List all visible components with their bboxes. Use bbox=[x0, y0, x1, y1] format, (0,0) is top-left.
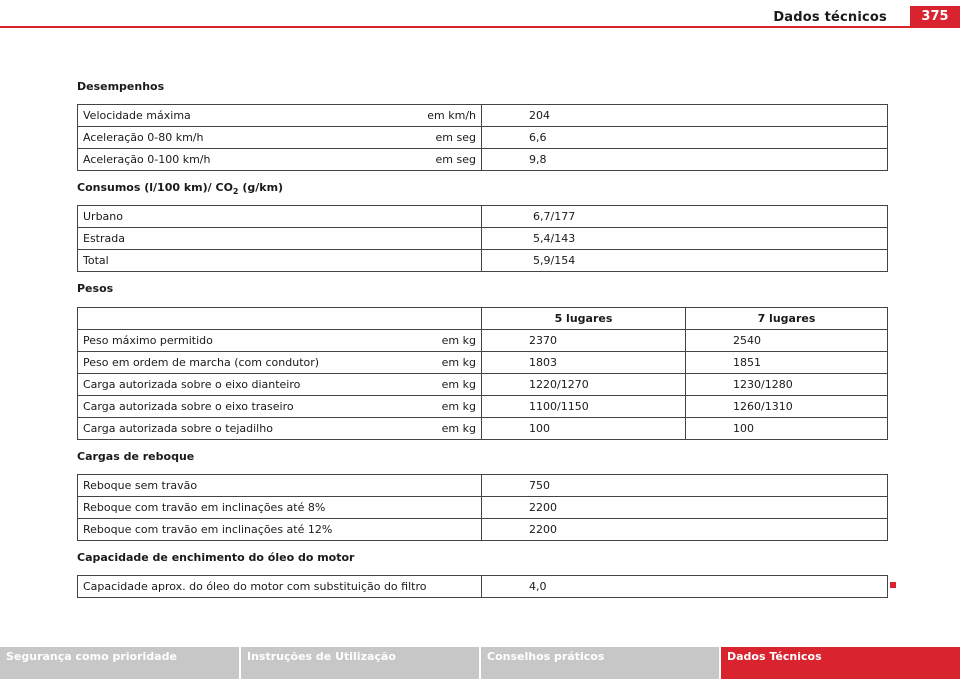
row-label: Peso em ordem de marcha (com condutor) bbox=[83, 356, 320, 369]
consumos-table bbox=[77, 205, 888, 272]
footer-tab-dados-tecnicos[interactable]: Dados Técnicos bbox=[721, 647, 960, 679]
footer-tab-conselhos[interactable]: Conselhos práticos bbox=[481, 647, 721, 679]
consumos-title-main: Consumos (l/100 km)/ CO bbox=[77, 181, 233, 194]
value-cell: 204 bbox=[482, 105, 888, 127]
row-label: Total bbox=[78, 250, 482, 272]
value-cell: 2200 bbox=[482, 519, 888, 541]
spec-label-cell bbox=[78, 352, 482, 374]
row-label: Carga autorizada sobre o eixo dianteiro bbox=[83, 378, 301, 391]
unit-label: em kg bbox=[441, 334, 476, 347]
value-cell: 750 bbox=[482, 475, 888, 497]
table-header-row bbox=[78, 308, 888, 330]
section-title-pesos: Pesos bbox=[77, 282, 114, 295]
row-label: Reboque sem travão bbox=[78, 475, 482, 497]
table-row bbox=[78, 374, 888, 396]
table-row bbox=[78, 352, 888, 374]
table-row bbox=[78, 206, 888, 228]
value-cell: 2200 bbox=[482, 497, 888, 519]
spec-label-cell bbox=[78, 418, 482, 440]
section-title-reboque: Cargas de reboque bbox=[77, 450, 195, 463]
table-row bbox=[78, 497, 888, 519]
spec-label-cell bbox=[78, 105, 482, 127]
value-cell-7: 1851 bbox=[686, 352, 888, 374]
oleo-table bbox=[77, 575, 888, 598]
reboque-table bbox=[77, 474, 888, 541]
spec-label-cell bbox=[78, 330, 482, 352]
value-cell-7: 100 bbox=[686, 418, 888, 440]
consumos-title-end: (g/km) bbox=[238, 181, 284, 194]
column-header-7-lugares: 7 lugares bbox=[686, 308, 888, 330]
spec-label-cell bbox=[78, 127, 482, 149]
table-row bbox=[78, 250, 888, 272]
spec-label-cell bbox=[78, 374, 482, 396]
section-end-marker-icon bbox=[890, 582, 896, 588]
column-header-5-lugares: 5 lugares bbox=[482, 308, 686, 330]
value-cell-7: 2540 bbox=[686, 330, 888, 352]
row-label: Aceleração 0-80 km/h bbox=[83, 131, 204, 144]
header-divider bbox=[0, 26, 960, 28]
pesos-table bbox=[77, 307, 888, 440]
value-cell: 5,9/154 bbox=[482, 250, 888, 272]
table-row bbox=[78, 576, 888, 598]
table-row bbox=[78, 105, 888, 127]
value-cell-5: 100 bbox=[482, 418, 686, 440]
unit-label: em kg bbox=[441, 356, 476, 369]
row-label: Capacidade aprox. do óleo do motor com substituição do filtro bbox=[78, 576, 482, 598]
row-label: Peso máximo permitido bbox=[83, 334, 213, 347]
value-cell: 9,8 bbox=[482, 149, 888, 171]
spec-label-cell bbox=[78, 149, 482, 171]
page-number-badge: 375 bbox=[910, 6, 960, 26]
row-label: Velocidade máxima bbox=[83, 109, 191, 122]
value-cell-5: 1803 bbox=[482, 352, 686, 374]
table-row bbox=[78, 396, 888, 418]
footer-navigation bbox=[0, 647, 960, 679]
unit-label: em km/h bbox=[427, 109, 476, 122]
spec-label-cell bbox=[78, 396, 482, 418]
unit-label: em kg bbox=[441, 378, 476, 391]
value-cell-7: 1260/1310 bbox=[686, 396, 888, 418]
row-label: Reboque com travão em inclinações até 12% bbox=[78, 519, 482, 541]
unit-label: em seg bbox=[435, 131, 476, 144]
table-row bbox=[78, 475, 888, 497]
row-label: Urbano bbox=[78, 206, 482, 228]
value-cell: 5,4/143 bbox=[482, 228, 888, 250]
value-cell-7: 1230/1280 bbox=[686, 374, 888, 396]
table-row bbox=[78, 418, 888, 440]
table-row bbox=[78, 519, 888, 541]
consumos-title-subscript: 2 bbox=[232, 187, 239, 197]
value-cell: 6,7/177 bbox=[482, 206, 888, 228]
row-label: Estrada bbox=[78, 228, 482, 250]
row-label: Aceleração 0-100 km/h bbox=[83, 153, 211, 166]
page-header-title: Dados técnicos bbox=[773, 10, 887, 25]
desempenhos-table bbox=[77, 104, 888, 171]
row-label: Reboque com travão em inclinações até 8% bbox=[78, 497, 482, 519]
value-cell-5: 2370 bbox=[482, 330, 686, 352]
table-row bbox=[78, 330, 888, 352]
value-cell: 4,0 bbox=[482, 576, 888, 598]
empty-header-cell bbox=[78, 308, 482, 330]
footer-tab-seguranca[interactable]: Segurança como prioridade bbox=[0, 647, 241, 679]
table-row bbox=[78, 149, 888, 171]
value-cell: 6,6 bbox=[482, 127, 888, 149]
table-row bbox=[78, 228, 888, 250]
unit-label: em kg bbox=[441, 400, 476, 413]
value-cell-5: 1100/1150 bbox=[482, 396, 686, 418]
section-title-oleo: Capacidade de enchimento do óleo do motor bbox=[77, 551, 355, 564]
row-label: Carga autorizada sobre o eixo traseiro bbox=[83, 400, 294, 413]
table-row bbox=[78, 127, 888, 149]
footer-tab-instrucoes[interactable]: Instruções de Utilização bbox=[241, 647, 481, 679]
section-title-consumos bbox=[77, 181, 283, 196]
row-label: Carga autorizada sobre o tejadilho bbox=[83, 422, 273, 435]
unit-label: em kg bbox=[441, 422, 476, 435]
section-title-desempenhos: Desempenhos bbox=[77, 80, 165, 93]
value-cell-5: 1220/1270 bbox=[482, 374, 686, 396]
unit-label: em seg bbox=[435, 153, 476, 166]
